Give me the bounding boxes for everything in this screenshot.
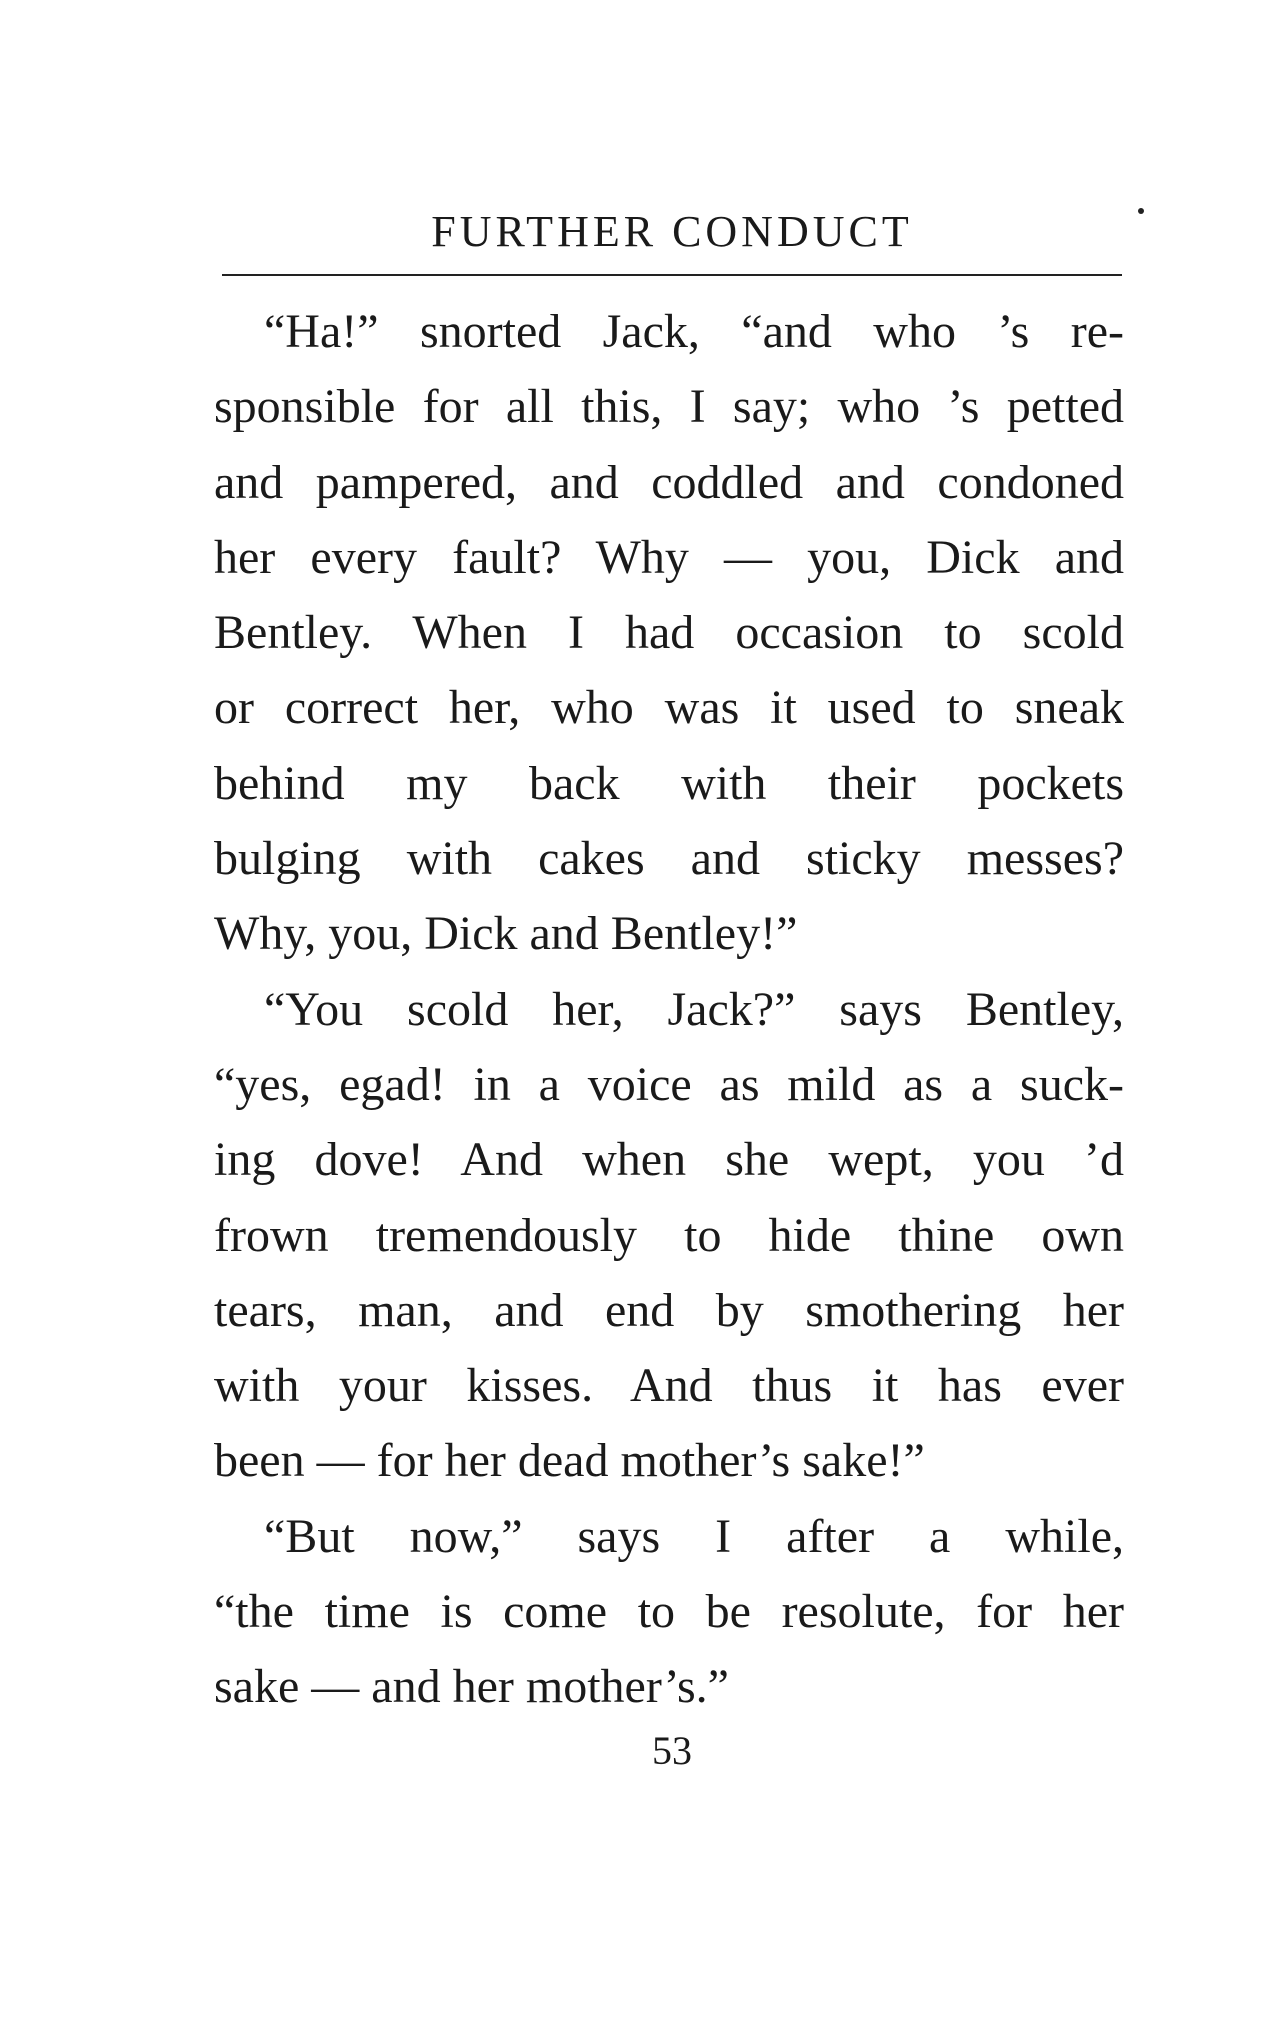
text-line: ing dove! And when she wept, you ’d <box>214 1133 1124 1187</box>
text-line: her every fault? Why — you, Dick and <box>214 530 1124 584</box>
text-line: “Ha!” snorted Jack, “and who ’s re- <box>264 305 1124 358</box>
text-line: behind my back with their pockets <box>214 756 1124 810</box>
page-number: 53 <box>652 1728 692 1773</box>
text-line: “the time is come to be resolute, for her <box>214 1585 1124 1639</box>
text-line: sponsible for all this, I say; who ’s petted <box>214 380 1124 434</box>
text-line: or correct her, who was it used to sneak <box>214 681 1124 735</box>
text-line: “yes, egad! in a voice as mild as a suck- <box>214 1057 1124 1111</box>
text-line: “But now,” says I after a while, <box>264 1509 1124 1563</box>
text-line: with your kisses. And thus it has ever <box>214 1359 1124 1413</box>
text-line: bulging with cakes and sticky messes? <box>214 832 1124 886</box>
text-line: frown tremendously to hide thine own <box>214 1208 1124 1262</box>
header-rule <box>222 274 1122 276</box>
text-line: Bentley. When I had occasion to scold <box>214 606 1124 660</box>
text-line: and pampered, and coddled and condoned <box>214 455 1124 509</box>
text-line: Why, you, Dick and Bentley!” <box>214 907 798 961</box>
text-line: tears, man, and end by smothering her <box>214 1283 1124 1337</box>
text-line: “You scold her, Jack?” says Bentley, <box>264 982 1124 1036</box>
text-line: sake — and her mother’s.” <box>214 1660 729 1714</box>
ink-speck <box>1138 208 1144 214</box>
running-head: FURTHER CONDUCT <box>431 207 913 256</box>
body-text <box>214 294 1124 1725</box>
text-line: been — for her dead mother’s sake!” <box>214 1434 925 1488</box>
